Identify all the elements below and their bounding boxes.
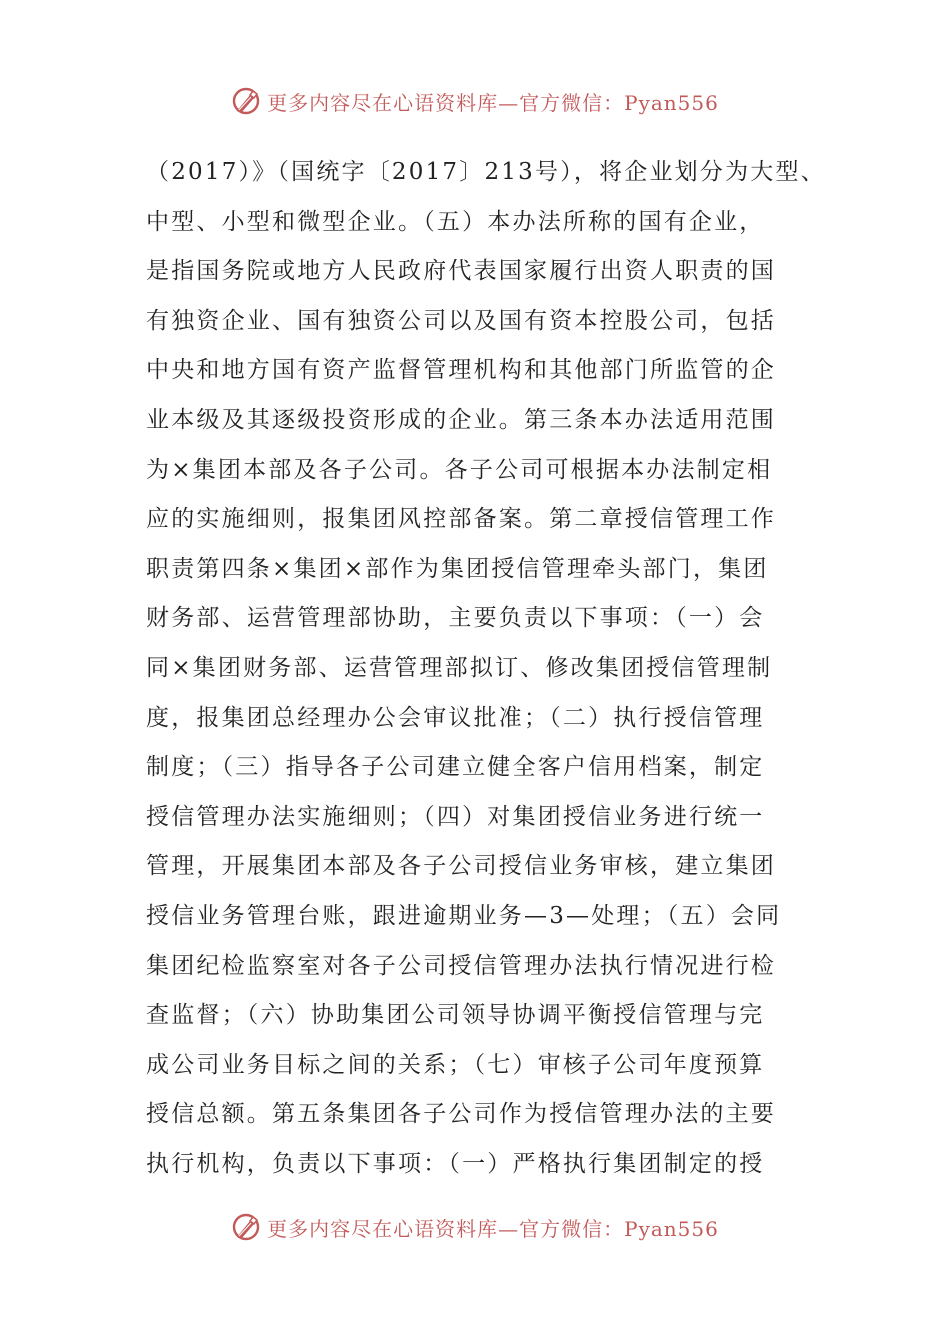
body-text-line: 管理，开展集团本部及各子公司授信业务审核，建立集团 [146,853,776,880]
body-text-line: 为×集团本部及各子公司。各子公司可根据本办法制定相 [146,456,773,483]
body-text-line: 职责第四条×集团×部作为集团授信管理牵头部门，集团 [146,555,769,582]
header-watermark-banner [0,86,950,116]
header-banner-text: 更多内容尽在心语资料库—官方微信：Pyan556 [267,90,719,115]
body-text-line: （2017）》（国统字〔2017〕213号），将企业划分为大型、 [146,159,826,185]
body-text-line: 授信总额。第五条集团各子公司作为授信管理办法的主要 [146,1101,776,1128]
body-text-line: 中央和地方国有资产监督管理机构和其他部门所监管的企 [146,357,776,384]
body-text-line: 授信管理办法实施细则；（四）对集团授信业务进行统一 [146,803,765,830]
body-text-line: 查监督；（六）协助集团公司领导协调平衡授信管理与完 [146,1002,765,1029]
body-text-line: 制度；（三）指导各子公司建立健全客户信用档案，制定 [146,754,765,781]
pen-nib-logo-icon [231,1212,261,1242]
body-text-line: 成公司业务目标之间的关系；（七）审核子公司年度预算 [146,1051,765,1078]
body-text-line: 财务部、运营管理部协助，主要负责以下事项：（一）会 [146,605,765,632]
body-text-line: 应的实施细则，报集团风控部备案。第二章授信管理工作 [146,506,776,533]
pen-nib-logo-icon [231,86,261,116]
body-text-line: 有独资企业、国有独资公司以及国有资本控股公司，包括 [146,307,776,334]
body-text-line: 中型、小型和微型企业。（五）本办法所称的国有企业， [146,208,765,235]
body-text-line: 授信业务管理台账，跟进逾期业务—3—处理；（五）会同 [146,902,782,929]
body-text-line: 业本级及其逐级投资形成的企业。第三条本办法适用范围 [146,406,776,433]
footer-watermark-banner [0,1212,950,1242]
body-text-line: 同×集团财务部、运营管理部拟订、修改集团授信管理制 [146,654,773,681]
body-text-line: 执行机构，负责以下事项：（一）严格执行集团制定的授 [146,1150,765,1177]
footer-banner-text: 更多内容尽在心语资料库—官方微信：Pyan556 [267,1216,719,1241]
body-text-line: 是指国务院或地方人民政府代表国家履行出资人职责的国 [146,258,776,285]
body-text-line: 集团纪检监察室对各子公司授信管理办法执行情况进行检 [146,952,776,979]
document-body-text [146,148,826,1189]
body-text-line: 度，报集团总经理办公会审议批准；（二）执行授信管理 [146,704,765,731]
